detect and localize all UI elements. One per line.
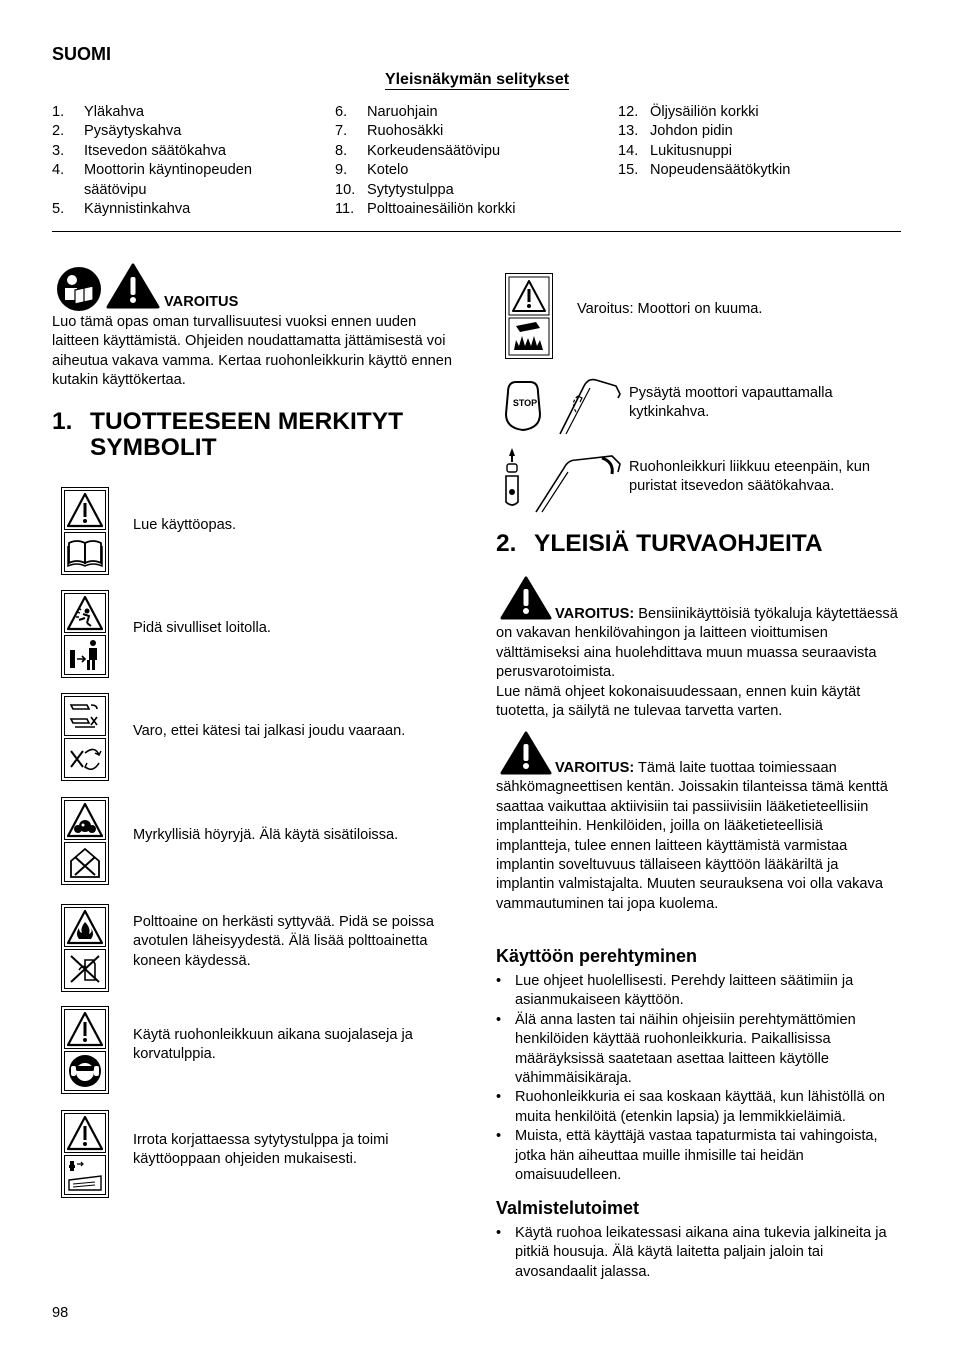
manual-book-icon bbox=[64, 532, 106, 572]
legend-column-1 bbox=[52, 103, 282, 219]
preparation-list bbox=[496, 1224, 901, 1282]
warning-triangle-icon bbox=[64, 1113, 106, 1153]
symbol-caption: Myrkyllisiä höyryjä. Älä käytä sisätiloissa. bbox=[133, 827, 399, 843]
self-propel-caption: Ruohonleikkuri liikkuu eteenpäin, kun puristat itsevedon säätökahvaa. bbox=[629, 459, 870, 495]
legend-item: 14. Lukitusnuppi bbox=[618, 142, 732, 159]
legend-item: 5. Käynnistinkahva bbox=[52, 201, 191, 218]
legend-item: 2. Pysäytyskahva bbox=[52, 123, 182, 140]
stop-label: STOP bbox=[512, 398, 538, 408]
symbol-row-spark-plug bbox=[52, 1110, 472, 1198]
legend-item: 10. Sytytystulppa bbox=[335, 181, 454, 198]
symbol-row-bystanders bbox=[52, 590, 472, 678]
divider bbox=[52, 231, 901, 232]
legend-item: 3. Itsevedon säätökahva bbox=[52, 142, 226, 159]
symbol-caption: Pidä sivulliset loitolla. bbox=[133, 620, 271, 636]
legend-item: 4. Moottorin käyntinopeuden säätövipu bbox=[52, 162, 252, 198]
protective-gear-icon bbox=[64, 1051, 106, 1091]
emf-warning: VAROITUS: Tämä laite tuottaa toimiessaan sähkömagneettisen kentän. Joissakin tilanteissa tämä kenttä saattaa vaikuttaa aktiivisiin tai passiivisiin lääketieteellisiin implantteihin. Henkilöiden, joilla on lääketieteellisiä implantteja, tulee ennen laitteen käyttämistä varmistaa implantin soveltuvuus tällaiseen käyttöön lääkäriltä ja implantin valmistajalta. Muuten seurauksena voi olla vakava vammautuminen tai jopa kuolema. bbox=[496, 760, 888, 912]
flammable-icon bbox=[64, 907, 106, 947]
section-1-title: 1. TUOTTEESEEN MERKITYT SYMBOLIT bbox=[52, 408, 404, 461]
warning-triangle-icon bbox=[64, 1009, 106, 1049]
read-manual-icon bbox=[55, 266, 103, 312]
symbol-caption: Lue käyttöopas. bbox=[133, 517, 237, 533]
legend-item: 1. Yläkahva bbox=[52, 104, 145, 120]
section-2-title: 2. YLEISIÄ TURVAOHJEITA bbox=[496, 530, 823, 557]
legend-item: 12. Öljysäiliön korkki bbox=[618, 104, 759, 120]
warning-label: VAROITUS bbox=[164, 294, 239, 310]
preparation-title: Valmistelutoimet bbox=[496, 1198, 640, 1218]
symbol-caption: Irrota korjattaessa sytytystulppa ja toimi käyttöoppaan ohjeiden mukaisesti. bbox=[133, 1132, 389, 1168]
legend-column-3 bbox=[618, 103, 868, 181]
symbol-row-flammable bbox=[52, 904, 472, 992]
legend-item: 8. Korkeudensäätövipu bbox=[335, 142, 501, 159]
list-item: • Lue ohjeet huolellisesti. Perehdy laitteen säätimiin ja asianmukaiseen käyttöön. bbox=[496, 973, 854, 1009]
legend-item: 13. Johdon pidin bbox=[618, 123, 733, 140]
legend-item: 7. Ruohosäkki bbox=[335, 123, 444, 140]
legend-item: 15. Nopeudensäätökytkin bbox=[618, 162, 791, 179]
list-item: • Käytä ruohoa leikatessasi aikana aina tukevia jalkineita ja pitkiä housuja. Älä käytä laitetta paljain jaloin tai avosandaalit jalassa. bbox=[496, 1225, 887, 1280]
hand-foot-blade-icon bbox=[64, 696, 106, 736]
warning-triangle-icon bbox=[106, 263, 160, 309]
general-safety-warning: VAROITUS: Bensiinikäyttöisiä työkaluja käytettäessä on vakavan henkilövahingon ja laitteen vioittumisen välttämiseksi aina huolehdittava muun muassa seuraavista perusvarotoimista. Lue nämä ohjeet kokonaisuudessaan, ennen kuin käytät tuotetta, ja säilytä ne tulevaa tarvetta varten. bbox=[496, 606, 898, 720]
legend-title: Yleisnäkymän selitykset bbox=[384, 71, 570, 88]
self-propel-handle-icon bbox=[502, 446, 624, 514]
symbol-row-read-manual bbox=[52, 487, 472, 575]
familiarization-list bbox=[496, 972, 901, 1185]
symbol-caption: Varo, ettei kätesi tai jalkasi joudu vaaraan. bbox=[133, 723, 406, 739]
legend-item: 11. Polttoainesäiliön korkki bbox=[335, 201, 516, 218]
legend-item: 6. Naruohjain bbox=[335, 104, 438, 120]
legend-column-2 bbox=[335, 103, 585, 219]
symbol-row-hands-feet bbox=[52, 693, 472, 781]
symbol-row-protective-gear bbox=[52, 1006, 472, 1094]
language-heading: SUOMI bbox=[52, 44, 112, 64]
symbol-caption: Polttoaine on herkästi syttyvää. Pidä se poissa avotulen läheisyydestä. Älä lisää polttoainetta koneen käydessä. bbox=[133, 914, 434, 969]
list-item: • Ruohonleikkuria ei saa koskaan käyttää, kun lähistöllä on muita henkilöitä (etenkin lapsia) ja lemmikkieläimiä. bbox=[496, 1089, 885, 1125]
list-item: • Älä anna lasten tai näihin ohjeisiin perehtymättömien henkilöiden käyttää ruohonleikkuria. Paikallisissa määräyksissä saatetaan asettaa laitteen käytölle vähimmäisikäraja. bbox=[496, 1011, 856, 1087]
list-item: • Muista, että käyttäjä vastaa tapaturmista tai vahingoista, jotka hän aiheuttaa muille ihmisille tai heidän omaisuudelleen. bbox=[496, 1128, 878, 1184]
intro-warning-text: Luo tämä opas oman turvallisuutesi vuoksi ennen uuden laitteen käyttämistä. Ohjeiden noudattamatta jättämisestä voi aiheutua vakava vamma. Kertaa ruohonleikkurin käyttö ennen kutakin käyttökertaa. bbox=[52, 314, 452, 389]
hot-engine-caption: Varoitus: Moottori on kuuma. bbox=[577, 301, 763, 317]
page-number: 98 bbox=[52, 1305, 69, 1321]
stop-handle-caption: Pysäytä moottori vapauttamalla kytkinkahva. bbox=[629, 385, 833, 421]
no-hands-icon bbox=[64, 738, 106, 778]
symbol-caption: Käytä ruohonleikkuun aikana suojalaseja ja korvatulppia. bbox=[133, 1027, 413, 1063]
warning-triangle-icon bbox=[64, 490, 106, 530]
symbol-row-toxic-fumes bbox=[52, 797, 472, 885]
hot-engine-icon bbox=[505, 273, 553, 359]
no-indoor-icon bbox=[64, 842, 106, 882]
familiarization-title: Käyttöön perehtyminen bbox=[496, 946, 698, 966]
no-refuel-icon bbox=[64, 949, 106, 989]
toxic-fumes-icon bbox=[64, 800, 106, 840]
spark-plug-manual-icon bbox=[64, 1155, 106, 1195]
thrown-objects-icon bbox=[64, 593, 106, 633]
legend-item: 9. Kotelo bbox=[335, 162, 409, 179]
keep-distance-icon bbox=[64, 635, 106, 675]
